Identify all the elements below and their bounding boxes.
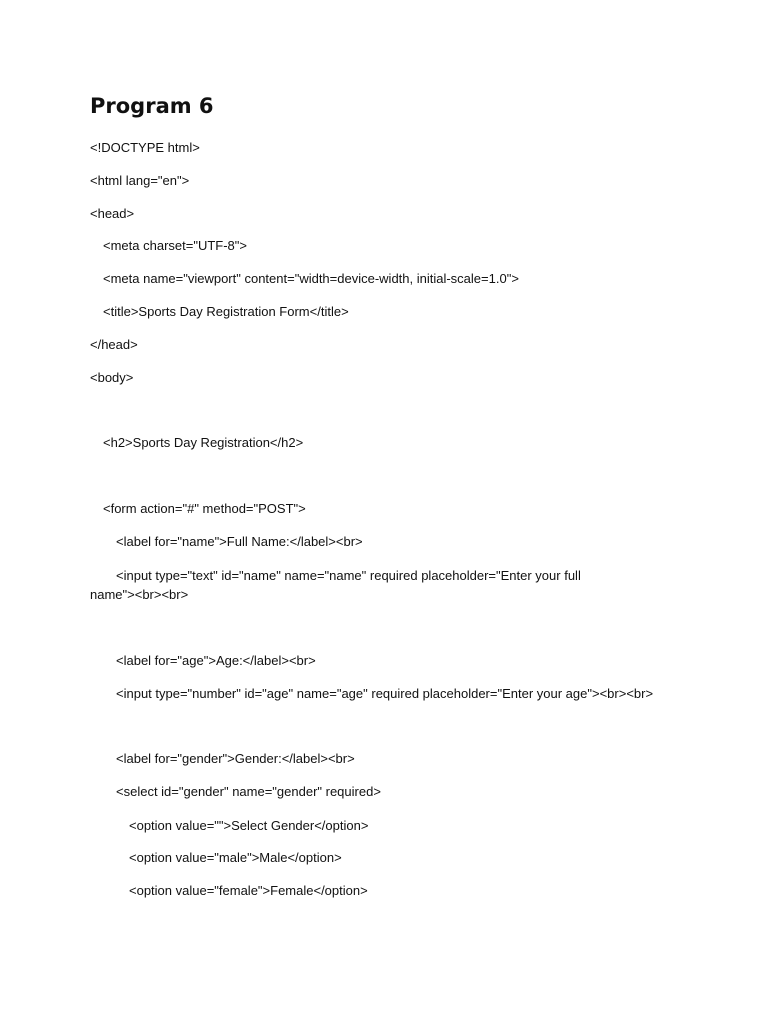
code-line-input-name: <input type="text" id="name" name="name" required placeholder="Enter your full (116, 568, 581, 583)
code-line-input-age: <input type="number" id="age" name="age" required placeholder="Enter your age"><br><br> (116, 686, 654, 701)
code-line-meta-viewport: <meta name="viewport" content="width=device-width, initial-scale=1.0"> (103, 271, 519, 286)
code-line-label-gender: <label for="gender">Gender:</label><br> (116, 751, 355, 766)
code-line-head-open: <head> (90, 206, 135, 221)
code-line-body-open: <body> (90, 370, 134, 385)
code-line-html-open: <html lang="en"> (90, 173, 190, 188)
code-line-form-open: <form action="#" method="POST"> (103, 501, 306, 516)
code-line-label-age: <label for="age">Age:</label><br> (116, 653, 316, 668)
code-line-option-male: <option value="male">Male</option> (129, 850, 342, 865)
code-line-doctype: <!DOCTYPE html> (90, 140, 200, 155)
document-title: Program 6 (90, 94, 214, 118)
code-line-title: <title>Sports Day Registration Form</title> (103, 304, 349, 319)
code-line-option-select: <option value="">Select Gender</option> (129, 818, 369, 833)
code-line-option-female: <option value="female">Female</option> (129, 883, 368, 898)
code-line-head-close: </head> (90, 337, 138, 352)
code-line-h2: <h2>Sports Day Registration</h2> (103, 435, 304, 450)
code-line-select-gender: <select id="gender" name="gender" required> (116, 784, 381, 799)
code-line-meta-charset: <meta charset="UTF-8"> (103, 238, 247, 253)
code-line-label-name: <label for="name">Full Name:</label><br> (116, 534, 363, 549)
code-line-input-name-wrap: name"><br><br> (90, 587, 189, 602)
